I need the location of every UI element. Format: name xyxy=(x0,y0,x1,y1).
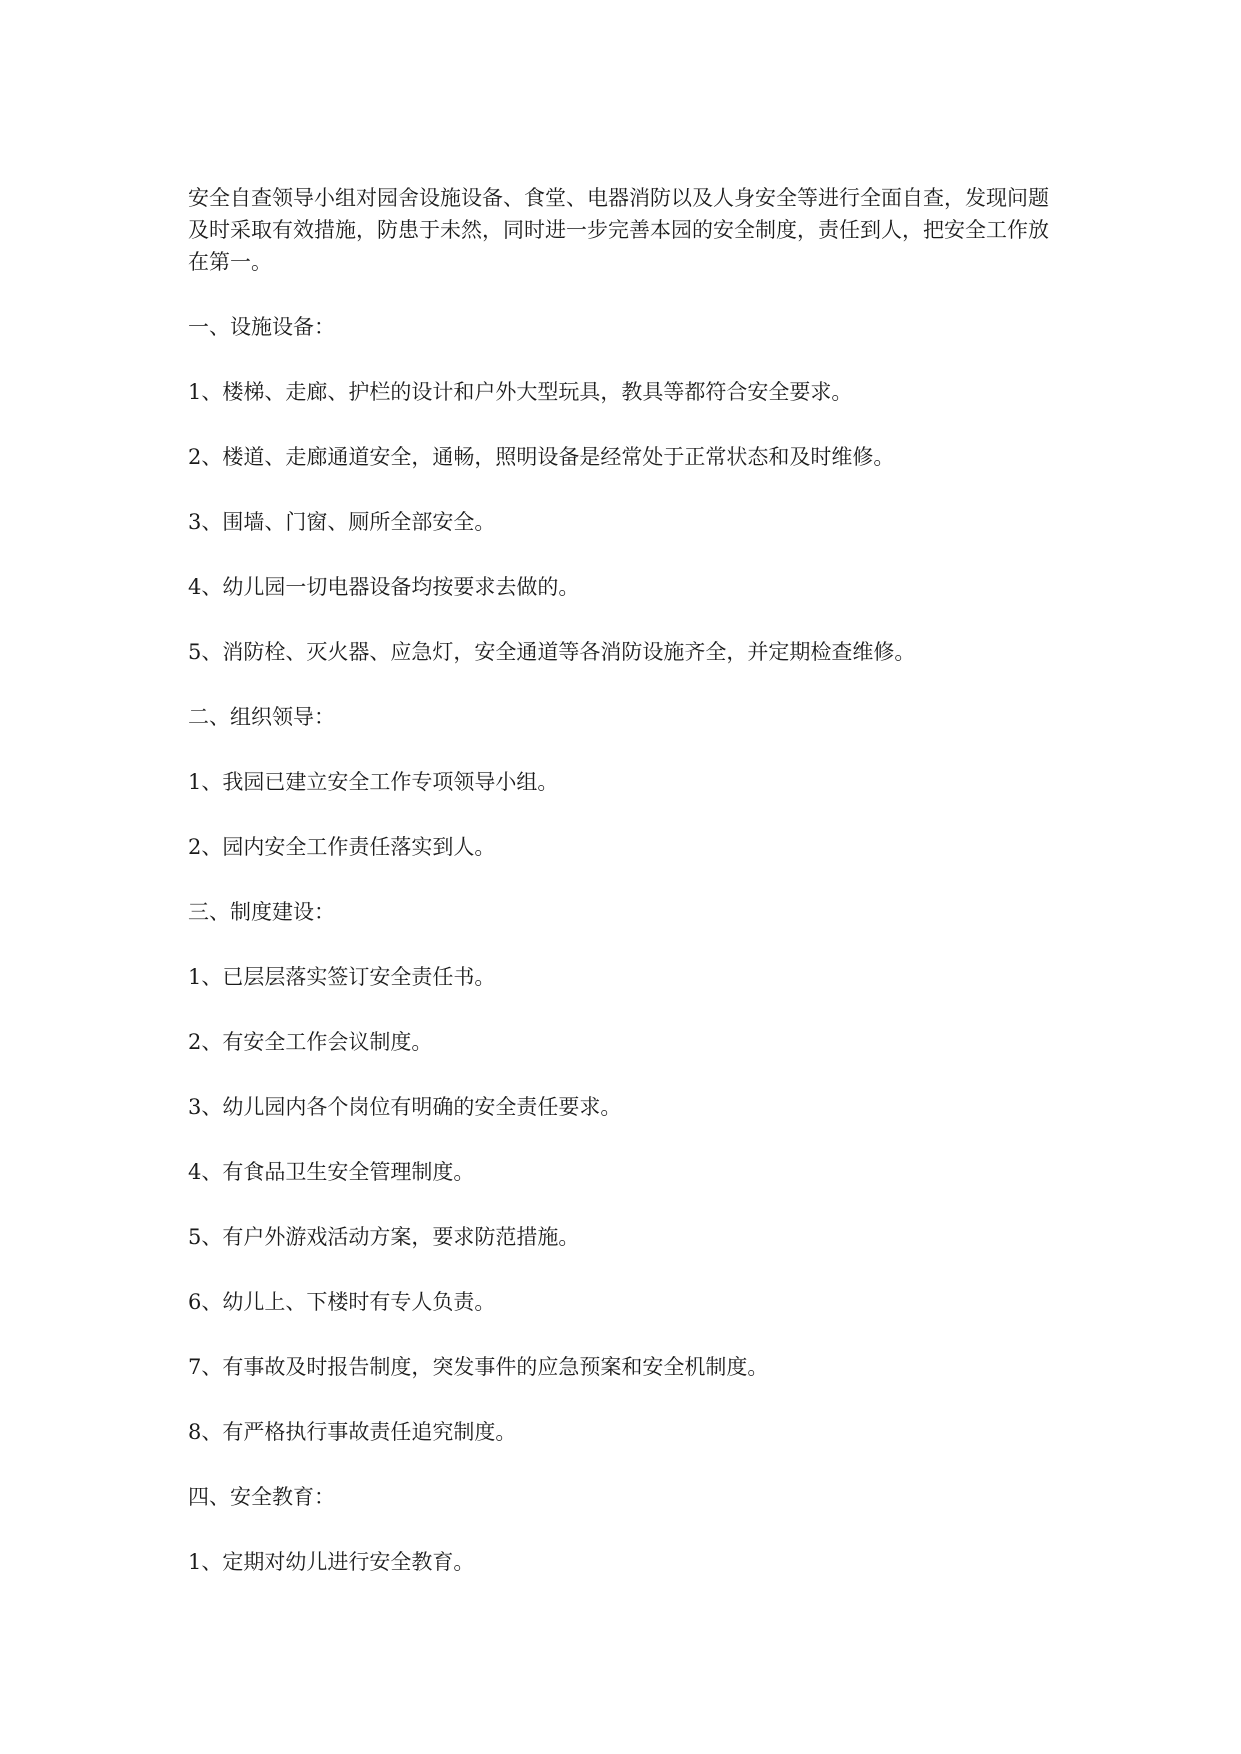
list-item: 1、已层层落实签订安全责任书。 xyxy=(188,965,496,989)
list-item: 1、我园已建立安全工作专项领导小组。 xyxy=(188,770,559,794)
list-item: 4、幼儿园一切电器设备均按要求去做的。 xyxy=(188,575,580,599)
list-item: 2、楼道、走廊通道安全，通畅，照明设备是经常处于正常状态和及时维修。 xyxy=(188,445,895,469)
list-item: 8、有严格执行事故责任追究制度。 xyxy=(188,1420,517,1444)
list-item: 5、消防栓、灭火器、应急灯，安全通道等各消防设施齐全，并定期检查维修。 xyxy=(188,640,916,664)
list-item: 5、有户外游戏活动方案，要求防范措施。 xyxy=(188,1225,580,1249)
section-heading-education: 四、安全教育： xyxy=(188,1485,335,1509)
document-page xyxy=(188,182,1068,1578)
list-item: 2、园内安全工作责任落实到人。 xyxy=(188,835,496,859)
list-item: 2、有安全工作会议制度。 xyxy=(188,1030,433,1054)
section-heading-system: 三、制度建设： xyxy=(188,900,335,924)
list-item: 3、幼儿园内各个岗位有明确的安全责任要求。 xyxy=(188,1095,622,1119)
list-item: 1、定期对幼儿进行安全教育。 xyxy=(188,1550,475,1574)
list-item: 7、有事故及时报告制度，突发事件的应急预案和安全机制度。 xyxy=(188,1355,769,1379)
intro-paragraph: 安全自查领导小组对园舍设施设备、食堂、电器消防以及人身安全等进行全面自查，发现问题及时采取有效措施，防患于未然，同时进一步完善本园的安全制度，责任到人，把安全工作放在第一。 xyxy=(188,186,1049,274)
list-item: 1、楼梯、走廊、护栏的设计和户外大型玩具，教具等都符合安全要求。 xyxy=(188,380,853,404)
section-heading-organization: 二、组织领导： xyxy=(188,705,335,729)
list-item: 3、围墙、门窗、厕所全部安全。 xyxy=(188,510,496,534)
list-item: 4、有食品卫生安全管理制度。 xyxy=(188,1160,475,1184)
section-heading-facilities: 一、设施设备： xyxy=(188,315,335,339)
list-item: 6、幼儿上、下楼时有专人负责。 xyxy=(188,1290,496,1314)
